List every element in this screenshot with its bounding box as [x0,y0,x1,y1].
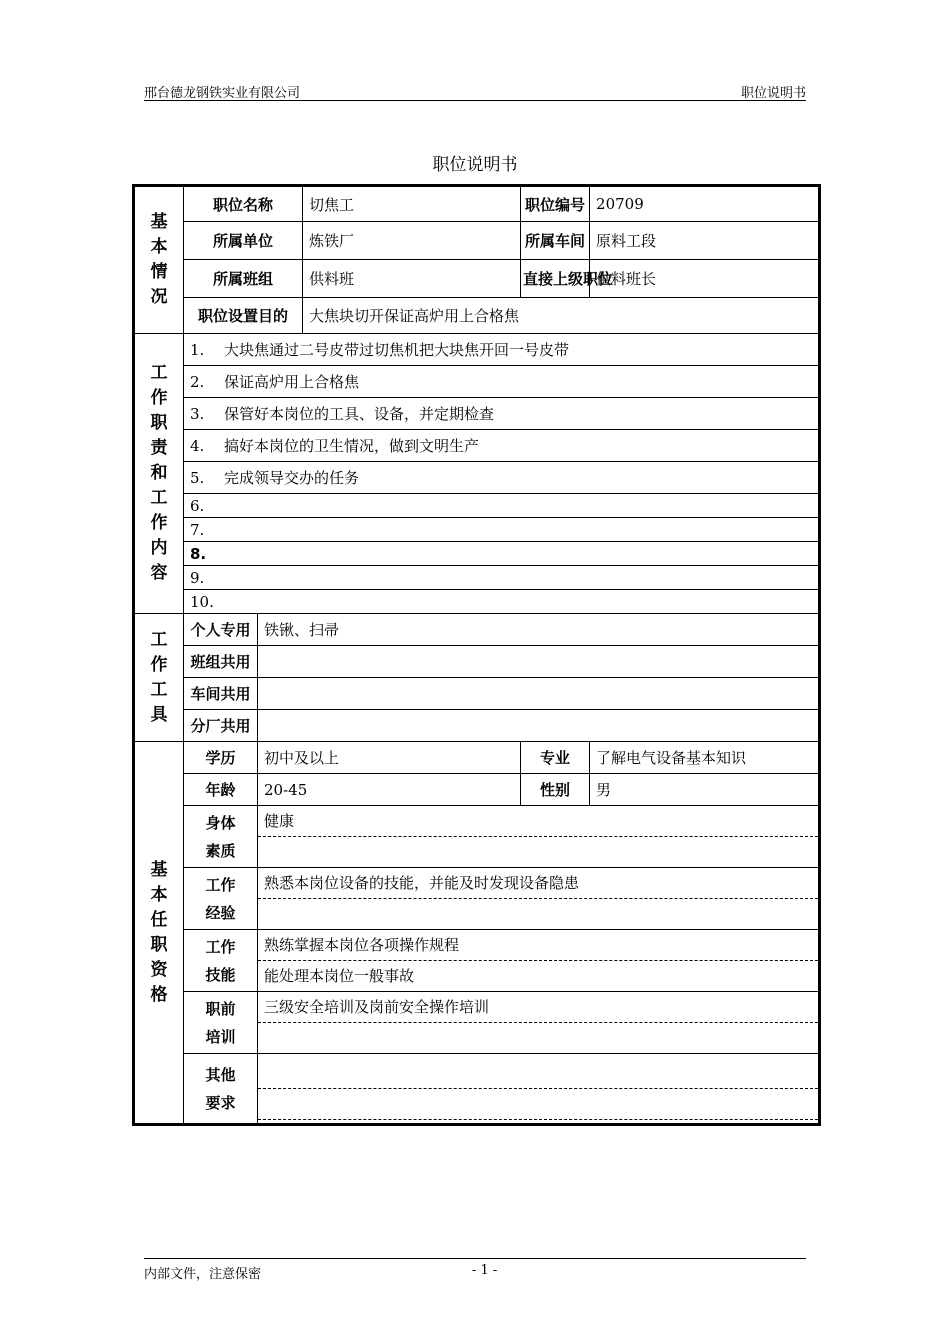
page-title: 职位说明书 [432,155,518,175]
physical: 健康 [258,806,820,868]
section-basic-info: 基 本 情 况 [134,186,184,334]
other-label: 其他 要求 [184,1054,258,1125]
skills-label: 工作 技能 [184,930,258,992]
header-doc-type: 职位说明书 [740,86,806,101]
section-qualifications: 基 本 任 职 资 格 [134,742,184,1125]
major-label: 专业 [521,742,590,774]
workshop: 原料工段 [590,222,820,260]
experience-label: 工作 经验 [184,868,258,930]
team-label: 所属班组 [184,260,303,298]
section-duties: 工 作 职 责 和 工 作 内 容 [134,334,184,614]
age: 20-45 [258,774,521,806]
duty-item: 9. [184,566,820,590]
physical-label: 身体 素质 [184,806,258,868]
page-header [144,82,806,101]
section-tools: 工 作 工 具 [134,614,184,742]
training-label: 职前 培训 [184,992,258,1054]
position-code: 20709 [590,186,820,222]
duty-item: 10. [184,590,820,614]
training: 三级安全培训及岗前安全操作培训 [258,992,820,1054]
tools-plant-label: 分厂共用 [184,710,258,742]
gender: 男 [590,774,820,806]
age-label: 年龄 [184,774,258,806]
education: 初中及以上 [258,742,521,774]
duty-item: 3. 保管好本岗位的工具、设备，并定期检查 [184,398,820,430]
page-number: - 1 - [472,1263,498,1278]
gender-label: 性别 [521,774,590,806]
major: 了解电气设备基本知识 [590,742,820,774]
duty-item: 8. [184,542,820,566]
position-name: 切焦工 [303,186,521,222]
tools-workshop [258,678,820,710]
skills: 熟练掌握本岗位各项操作规程 能处理本岗位一般事故 [258,930,820,992]
tools-personal: 铁锹、扫帚 [258,614,820,646]
duty-item: 7. [184,518,820,542]
workshop-label: 所属车间 [521,222,590,260]
duty-item: 6. [184,494,820,518]
other-requirements [258,1054,820,1125]
tools-plant [258,710,820,742]
purpose: 大焦块切开保证高炉用上合格焦 [303,298,820,334]
duty-item: 2. 保证高炉用上合格焦 [184,366,820,398]
tools-workshop-label: 车间共用 [184,678,258,710]
duty-item: 4. 搞好本岗位的卫生情况，做到文明生产 [184,430,820,462]
tools-team-label: 班组共用 [184,646,258,678]
purpose-label: 职位设置目的 [184,298,303,334]
experience: 熟悉本岗位设备的技能，并能及时发现设备隐患 [258,868,820,930]
tools-personal-label: 个人专用 [184,614,258,646]
duty-item: 5. 完成领导交办的任务 [184,462,820,494]
team: 供料班 [303,260,521,298]
unit: 炼铁厂 [303,222,521,260]
confidential-note: 内部文件，注意保密 [144,1267,262,1282]
superior-label: 直接上级职位 [521,260,590,298]
company-name: 邢台德龙钢铁实业有限公司 [144,86,301,101]
education-label: 学历 [184,742,258,774]
unit-label: 所属单位 [184,222,303,260]
page-footer [144,1258,806,1282]
job-description-table [132,184,821,1126]
tools-team [258,646,820,678]
position-name-label: 职位名称 [184,186,303,222]
position-code-label: 职位编号 [521,186,590,222]
superior: 供料班长 [590,260,820,298]
duty-item: 1. 大块焦通过二号皮带过切焦机把大块焦开回一号皮带 [184,334,820,366]
